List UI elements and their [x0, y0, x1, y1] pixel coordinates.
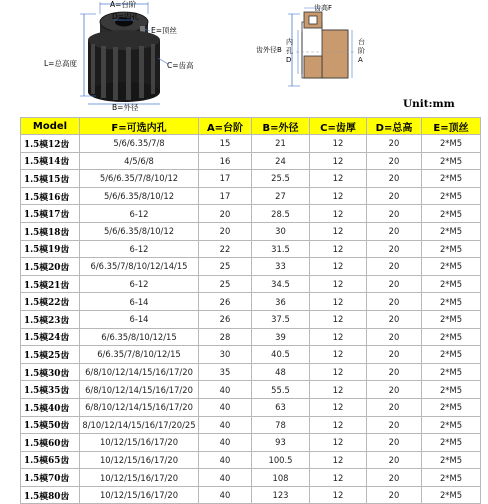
table-row [21, 240, 481, 258]
label-f: 齿高F [314, 4, 333, 12]
cell-total-height: 20 [367, 469, 422, 487]
cell-set-screw: 2*M5 [422, 363, 481, 381]
cell-total-height: 20 [367, 451, 422, 469]
cell-bore-options: 6/6.35/7/8/10/12/15 [80, 346, 199, 364]
cell-tooth-thickness: 12 [310, 434, 367, 452]
label-outer-diameter: 齿外径B [256, 46, 282, 54]
cell-outer-diameter: 25.5 [252, 170, 310, 188]
cell-step: 15 [199, 135, 252, 153]
cell-step: 40 [199, 451, 252, 469]
cell-set-screw: 2*M5 [422, 222, 481, 240]
cell-total-height: 20 [367, 152, 422, 170]
cell-tooth-thickness: 12 [310, 258, 367, 276]
table-row [21, 363, 481, 381]
cell-outer-diameter: 31.5 [252, 240, 310, 258]
cell-step: 40 [199, 416, 252, 434]
cell-set-screw: 2*M5 [422, 275, 481, 293]
cell-model: 1.5模18齿 [21, 222, 80, 240]
cell-bore-options: 6-14 [80, 310, 199, 328]
cell-model: 1.5模12齿 [21, 135, 80, 153]
cell-step: 22 [199, 240, 252, 258]
cell-total-height: 20 [367, 293, 422, 311]
svg-text:A: A [358, 56, 363, 64]
cell-step: 26 [199, 310, 252, 328]
cell-set-screw: 2*M5 [422, 346, 481, 364]
cell-tooth-thickness: 12 [310, 486, 367, 504]
label-l: L=总高度 [44, 59, 77, 68]
cell-set-screw: 2*M5 [422, 469, 481, 487]
cell-tooth-thickness: 12 [310, 293, 367, 311]
spec-table [20, 117, 481, 504]
cell-tooth-thickness: 12 [310, 135, 367, 153]
cell-outer-diameter: 33 [252, 258, 310, 276]
table-row [21, 293, 481, 311]
label-c: C=齿高 [167, 61, 194, 70]
cell-set-screw: 2*M5 [422, 486, 481, 504]
cell-outer-diameter: 36 [252, 293, 310, 311]
cell-step: 40 [199, 434, 252, 452]
cell-bore-options: 6-12 [80, 205, 199, 223]
label-step-vertical [358, 37, 365, 64]
svg-text:孔: 孔 [286, 47, 293, 55]
cell-model: 1.5模25齿 [21, 346, 80, 364]
table-row [21, 381, 481, 399]
table-row [21, 328, 481, 346]
table-row [21, 434, 481, 452]
cell-model: 1.5模23齿 [21, 310, 80, 328]
cell-bore-options: 8/10/12/14/15/16/17/20/25 [80, 416, 199, 434]
cell-set-screw: 2*M5 [422, 381, 481, 399]
cell-set-screw: 2*M5 [422, 310, 481, 328]
cell-model: 1.5模22齿 [21, 293, 80, 311]
gear-diagrams [0, 0, 488, 112]
label-a: A=台阶 [110, 0, 137, 9]
cell-tooth-thickness: 12 [310, 416, 367, 434]
cell-set-screw: 2*M5 [422, 398, 481, 416]
table-header-row [21, 118, 481, 135]
cell-total-height: 20 [367, 398, 422, 416]
table-row [21, 187, 481, 205]
cell-model: 1.5模70齿 [21, 469, 80, 487]
cell-step: 25 [199, 258, 252, 276]
table-row [21, 486, 481, 504]
svg-text:内: 内 [286, 38, 293, 46]
cell-model: 1.5模15齿 [21, 170, 80, 188]
cell-total-height: 20 [367, 310, 422, 328]
cell-step: 30 [199, 346, 252, 364]
cell-tooth-thickness: 12 [310, 469, 367, 487]
cell-model: 1.5模24齿 [21, 328, 80, 346]
cell-model: 1.5模30齿 [21, 363, 80, 381]
cell-bore-options: 6/8/10/12/14/15/16/17/20 [80, 381, 199, 399]
cell-outer-diameter: 24 [252, 152, 310, 170]
cell-bore-options: 5/6/6.35/7/8/10/12 [80, 170, 199, 188]
cell-total-height: 20 [367, 363, 422, 381]
cell-model: 1.5模19齿 [21, 240, 80, 258]
cell-bore-options: 6-12 [80, 240, 199, 258]
cell-step: 25 [199, 275, 252, 293]
col-header-model: Model [21, 118, 80, 135]
cell-model: 1.5模21齿 [21, 275, 80, 293]
cell-bore-options: 5/6/6.35/8/10/12 [80, 222, 199, 240]
cell-set-screw: 2*M5 [422, 434, 481, 452]
label-d: D=内孔 [112, 12, 140, 21]
table-row [21, 170, 481, 188]
cell-step: 17 [199, 170, 252, 188]
cell-total-height: 20 [367, 187, 422, 205]
gear-cross-section [296, 12, 356, 78]
svg-text:台: 台 [358, 38, 365, 46]
cell-step: 40 [199, 398, 252, 416]
svg-text:阶: 阶 [358, 47, 365, 55]
cell-tooth-thickness: 12 [310, 451, 367, 469]
cell-bore-options: 5/6/6.35/8/10/12 [80, 187, 199, 205]
cell-total-height: 20 [367, 240, 422, 258]
table-row [21, 416, 481, 434]
cell-bore-options: 10/12/15/16/17/20 [80, 434, 199, 452]
table-row [21, 346, 481, 364]
svg-text:D: D [286, 56, 292, 64]
cell-bore-options: 6/8/10/12/14/15/16/17/20 [80, 363, 199, 381]
cell-set-screw: 2*M5 [422, 205, 481, 223]
cell-outer-diameter: 40.5 [252, 346, 310, 364]
cell-tooth-thickness: 12 [310, 205, 367, 223]
cell-outer-diameter: 108 [252, 469, 310, 487]
cell-outer-diameter: 39 [252, 328, 310, 346]
cell-model: 1.5模35齿 [21, 381, 80, 399]
table-row [21, 310, 481, 328]
cell-tooth-thickness: 12 [310, 398, 367, 416]
cell-tooth-thickness: 12 [310, 240, 367, 258]
cell-bore-options: 6/6.35/8/10/12/15 [80, 328, 199, 346]
cell-total-height: 20 [367, 222, 422, 240]
cell-bore-options: 6/8/10/12/14/15/16/17/20 [80, 398, 199, 416]
cell-set-screw: 2*M5 [422, 293, 481, 311]
cell-step: 40 [199, 486, 252, 504]
cell-model: 1.5模40齿 [21, 398, 80, 416]
table-row [21, 135, 481, 153]
cell-tooth-thickness: 12 [310, 222, 367, 240]
cell-outer-diameter: 78 [252, 416, 310, 434]
col-header-step: A=台阶 [199, 118, 252, 135]
cell-outer-diameter: 123 [252, 486, 310, 504]
cell-set-screw: 2*M5 [422, 170, 481, 188]
col-header-tooth-thickness: C=齿厚 [310, 118, 367, 135]
table-row [21, 152, 481, 170]
cell-bore-options: 10/12/15/16/17/20 [80, 486, 199, 504]
cell-bore-options: 4/5/6/8 [80, 152, 199, 170]
cell-total-height: 20 [367, 205, 422, 223]
cell-total-height: 20 [367, 135, 422, 153]
cell-outer-diameter: 37.5 [252, 310, 310, 328]
cell-step: 40 [199, 469, 252, 487]
col-header-outer-diameter: B=外径 [252, 118, 310, 135]
cell-total-height: 20 [367, 434, 422, 452]
cell-step: 40 [199, 381, 252, 399]
col-header-total-height: D=总高 [367, 118, 422, 135]
cell-bore-options: 10/12/15/16/17/20 [80, 451, 199, 469]
cell-outer-diameter: 93 [252, 434, 310, 452]
table-row [21, 275, 481, 293]
table-row [21, 398, 481, 416]
cell-step: 17 [199, 187, 252, 205]
cell-bore-options: 6-12 [80, 275, 199, 293]
cell-total-height: 20 [367, 486, 422, 504]
cell-outer-diameter: 30 [252, 222, 310, 240]
table-row [21, 222, 481, 240]
cell-model: 1.5模50齿 [21, 416, 80, 434]
cell-outer-diameter: 28.5 [252, 205, 310, 223]
cell-step: 28 [199, 328, 252, 346]
cell-step: 26 [199, 293, 252, 311]
cell-step: 20 [199, 222, 252, 240]
table-row [21, 205, 481, 223]
table-body [21, 135, 481, 504]
table-row [21, 469, 481, 487]
cell-total-height: 20 [367, 275, 422, 293]
cell-set-screw: 2*M5 [422, 328, 481, 346]
cell-tooth-thickness: 12 [310, 363, 367, 381]
cell-model: 1.5模16齿 [21, 187, 80, 205]
cell-set-screw: 2*M5 [422, 135, 481, 153]
cell-model: 1.5模80齿 [21, 486, 80, 504]
cell-outer-diameter: 48 [252, 363, 310, 381]
cell-outer-diameter: 34.5 [252, 275, 310, 293]
cell-bore-options: 6-14 [80, 293, 199, 311]
cell-model: 1.5模65齿 [21, 451, 80, 469]
cell-total-height: 20 [367, 346, 422, 364]
cell-total-height: 20 [367, 328, 422, 346]
cell-tooth-thickness: 12 [310, 187, 367, 205]
cell-bore-options: 5/6/6.35/7/8 [80, 135, 199, 153]
table-row [21, 258, 481, 276]
cell-tooth-thickness: 12 [310, 328, 367, 346]
unit-label: Unit:mm [403, 98, 455, 110]
cell-step: 35 [199, 363, 252, 381]
cell-tooth-thickness: 12 [310, 152, 367, 170]
cell-total-height: 20 [367, 170, 422, 188]
label-e: E=顶丝 [151, 26, 178, 35]
cell-tooth-thickness: 12 [310, 170, 367, 188]
cell-tooth-thickness: 12 [310, 310, 367, 328]
cell-model: 1.5模20齿 [21, 258, 80, 276]
cell-outer-diameter: 63 [252, 398, 310, 416]
col-header-set-screw: E=顶丝 [422, 118, 481, 135]
cell-tooth-thickness: 12 [310, 275, 367, 293]
cell-outer-diameter: 55.5 [252, 381, 310, 399]
cell-set-screw: 2*M5 [422, 416, 481, 434]
cell-total-height: 20 [367, 416, 422, 434]
label-b: B=外径 [112, 103, 139, 112]
cell-outer-diameter: 100.5 [252, 451, 310, 469]
col-header-bore: F=可选内孔 [80, 118, 199, 135]
cell-set-screw: 2*M5 [422, 152, 481, 170]
cell-step: 16 [199, 152, 252, 170]
cell-model: 1.5模60齿 [21, 434, 80, 452]
cell-total-height: 20 [367, 381, 422, 399]
cell-tooth-thickness: 12 [310, 381, 367, 399]
cell-bore-options: 10/12/15/16/17/20 [80, 469, 199, 487]
cell-tooth-thickness: 12 [310, 346, 367, 364]
cell-set-screw: 2*M5 [422, 187, 481, 205]
cell-bore-options: 6/6.35/7/8/10/12/14/15 [80, 258, 199, 276]
cell-set-screw: 2*M5 [422, 240, 481, 258]
cell-model: 1.5模17齿 [21, 205, 80, 223]
cell-set-screw: 2*M5 [422, 451, 481, 469]
cell-set-screw: 2*M5 [422, 258, 481, 276]
cell-total-height: 20 [367, 258, 422, 276]
cell-outer-diameter: 21 [252, 135, 310, 153]
cell-step: 20 [199, 205, 252, 223]
cell-model: 1.5模14齿 [21, 152, 80, 170]
cell-outer-diameter: 27 [252, 187, 310, 205]
